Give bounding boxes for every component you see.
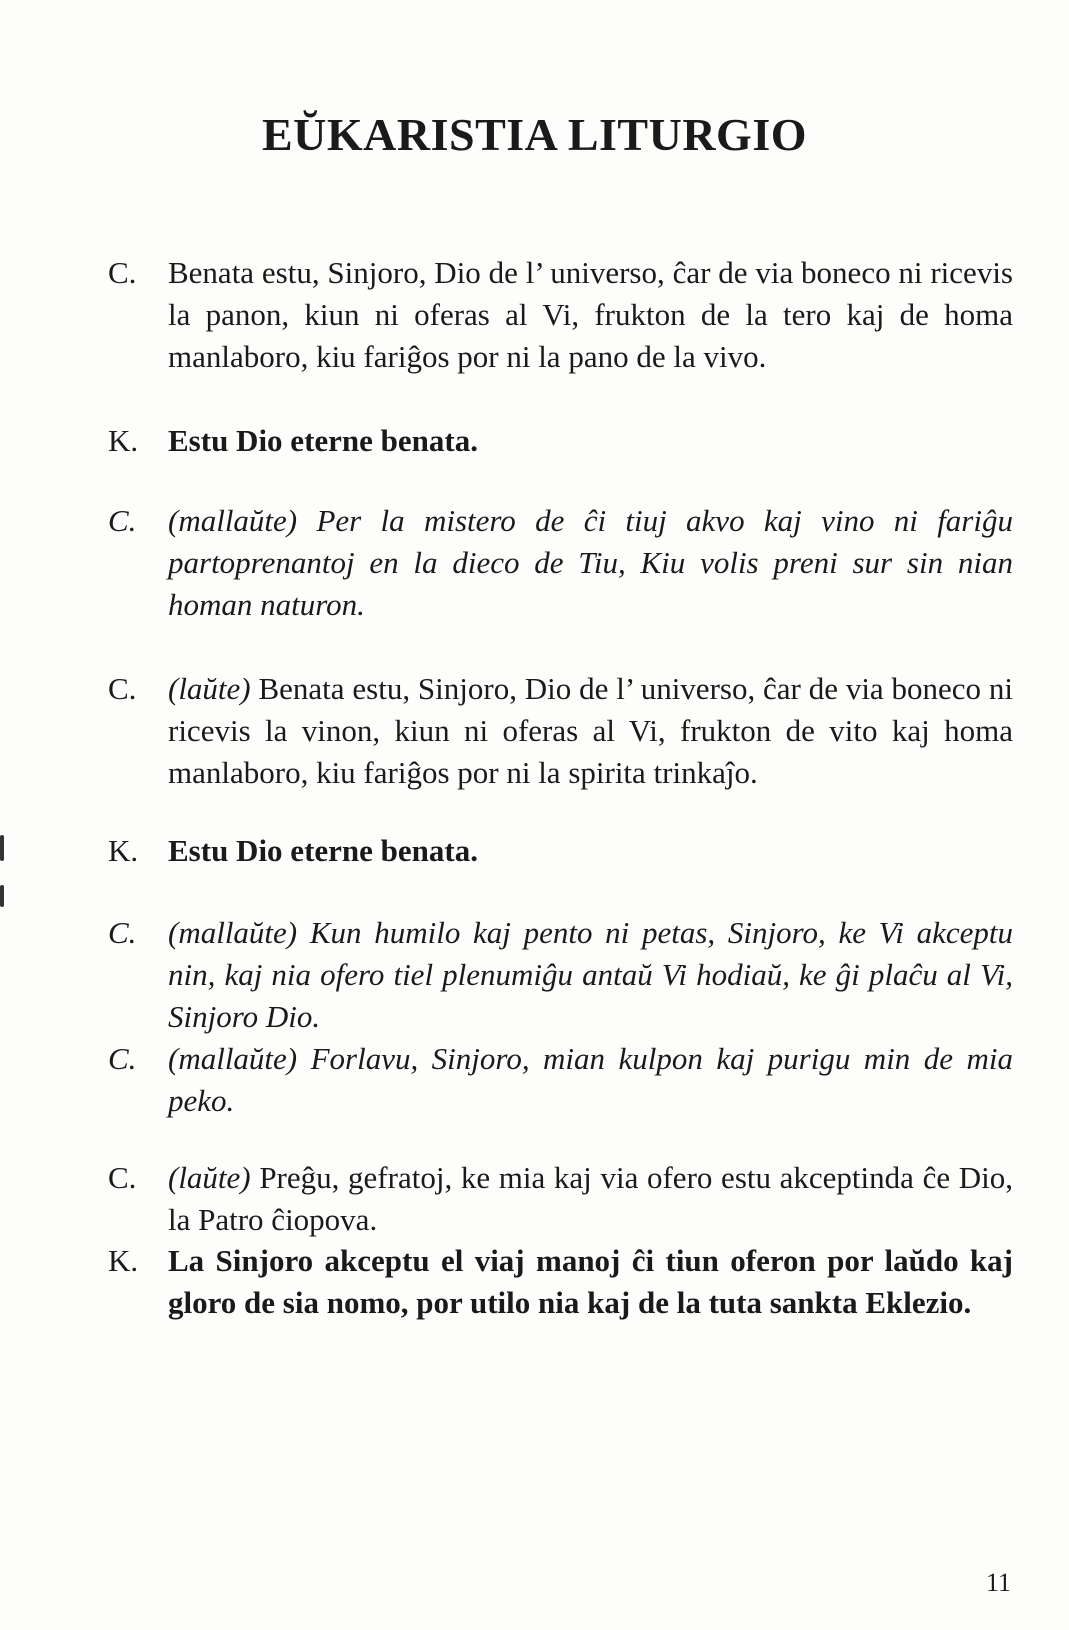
- speaker-label: C.: [108, 503, 137, 538]
- entry-text: (mallaŭte) Forlavu, Sinjoro, mian kulpon kaj purigu min de mia peko.: [168, 1041, 1013, 1118]
- entry-text: La Sinjoro akceptu el viaj manoj ĉi tiun oferon por laŭdo kaj gloro de sia nomo, por utilo nia kaj de la tuta sankta Eklezio.: [168, 1243, 1013, 1320]
- entry-text: Benata estu, Sinjoro, Dio de l’ universo, ĉar de via boneco ni ricevis la panon, kiun ni oferas al Vi, frukton de la tero kaj de homa manlaboro, kiu fariĝos por ni la pano de la vivo.: [168, 255, 1013, 374]
- entry-text: Estu Dio eterne benata.: [168, 423, 478, 458]
- liturgy-entry: [108, 830, 1013, 872]
- liturgy-entry: [108, 1157, 1013, 1241]
- page-number: 11: [985, 1568, 1011, 1597]
- liturgy-entry: [108, 912, 1013, 1038]
- page-title: EŬKARISTIA LITURGIO: [261, 109, 808, 160]
- speaker-label: K.: [108, 833, 139, 868]
- entry-text: Estu Dio eterne benata.: [168, 833, 478, 868]
- liturgy-entry: [108, 1240, 1013, 1324]
- page-edge-mark: [0, 835, 4, 861]
- liturgy-entry: [108, 500, 1013, 626]
- speaker-label: K.: [108, 1243, 139, 1278]
- liturgy-entry: [108, 1038, 1013, 1122]
- liturgy-entry: [108, 420, 1013, 462]
- speaker-label: C.: [108, 1160, 137, 1195]
- liturgy-entry: [108, 668, 1013, 794]
- entry-body: Benata estu, Sinjoro, Dio de l’ universo, ĉar de via boneco ni ricevis la vinon, kiun ni oferas al Vi, frukton de vito kaj homa manlaboro, kiu fariĝos por ni la spirita trinkaĵo.: [168, 671, 1013, 790]
- speaker-label: C.: [108, 915, 137, 950]
- entry-body: Preĝu, gefratoj, ke mia kaj via ofero estu akceptinda ĉe Dio, la Patro ĉiopova.: [168, 1160, 1014, 1237]
- entry-text: (mallaŭte) Per la mistero de ĉi tiuj akvo kaj vino ni fariĝu partoprenantoj en la dieco de Tiu, Kiu volis preni sur sin nian homan naturon.: [168, 503, 1013, 622]
- entry-prefix: (laŭte): [168, 1160, 251, 1195]
- entry-prefix: (laŭte): [168, 671, 251, 706]
- liturgy-entry: [108, 252, 1013, 378]
- speaker-label: C.: [108, 671, 137, 706]
- entry-text: [168, 668, 1013, 794]
- page-edge-mark: [0, 885, 4, 907]
- speaker-label: C.: [108, 255, 137, 290]
- speaker-label: K.: [108, 423, 139, 458]
- entry-text: (mallaŭte) Kun humilo kaj pento ni petas, Sinjoro, ke Vi akceptu nin, kaj nia ofero tiel plenumiĝu antaŭ Vi hodiaŭ, ke ĝi plaĉu al Vi, Sinjoro Dio.: [168, 915, 1013, 1034]
- speaker-label: C.: [108, 1041, 137, 1076]
- entry-text: [168, 1157, 1013, 1241]
